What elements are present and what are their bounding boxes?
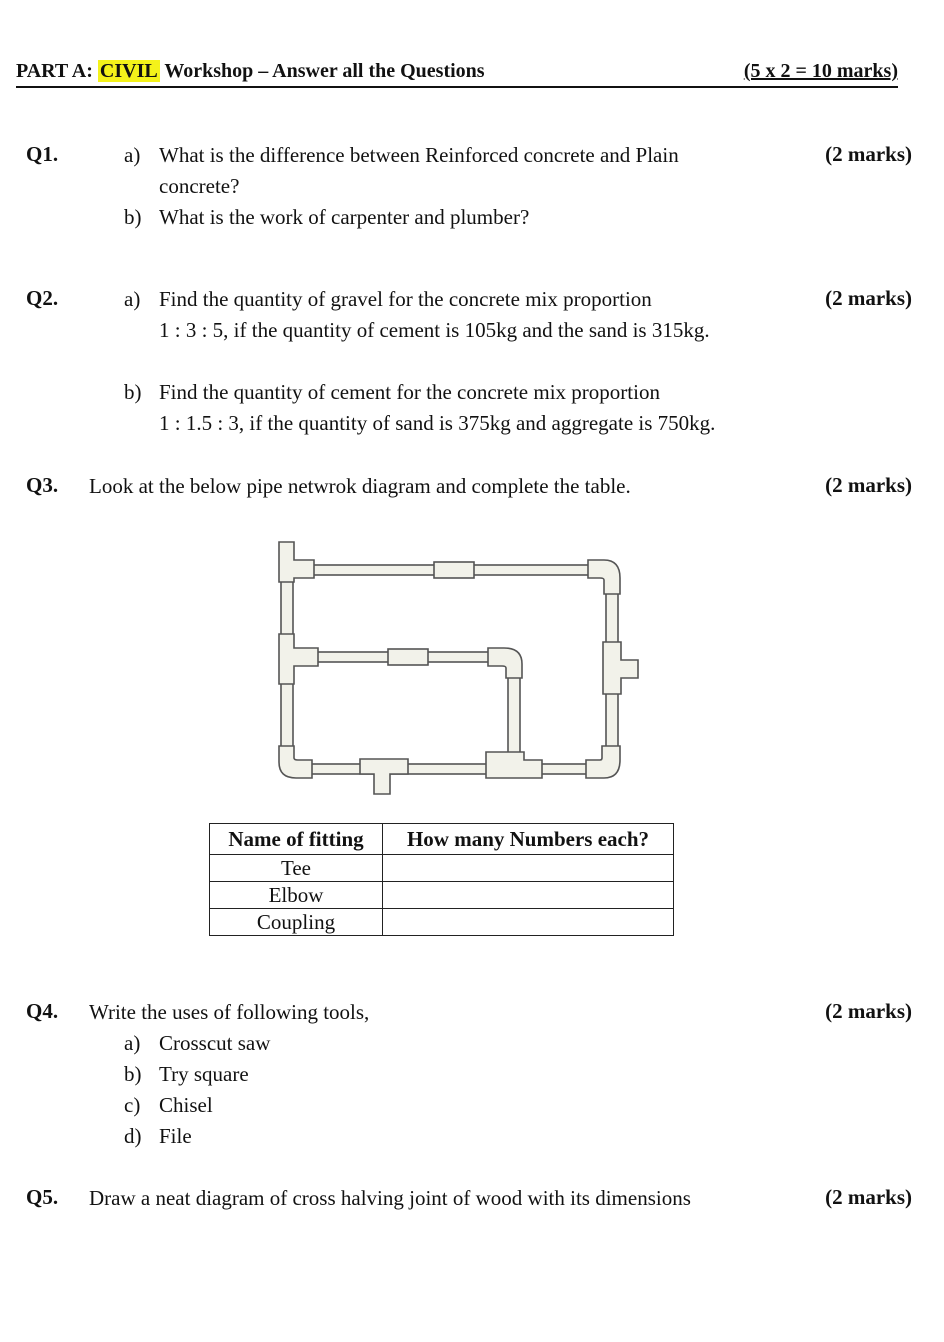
q2-number: Q2. (26, 286, 59, 310)
fitting-table (209, 823, 674, 936)
q2a-text: Find the quantity of gravel for the concrete mix proportion (159, 287, 652, 311)
table-row (210, 882, 674, 909)
part-header (16, 60, 898, 88)
table-header-row (210, 824, 674, 855)
elbow-fitting-bottom-left (279, 746, 312, 778)
q1b-label: b) (124, 205, 142, 229)
q1b-text: What is the work of carpenter and plumber? (159, 205, 530, 229)
pipe-bottom-horizontal (300, 764, 600, 774)
q2b-text-cont: 1 : 1.5 : 3, if the quantity of sand is 375kg and aggregate is 750kg. (159, 411, 716, 435)
elbow-fitting-top-right (588, 560, 620, 594)
q4a-label: a) (124, 1031, 141, 1055)
q3-marks: (2 marks) (825, 473, 912, 497)
tee-fitting-mid-left (279, 634, 318, 684)
q4b-text: Try square (159, 1062, 249, 1086)
table-row (210, 909, 674, 936)
q4d-text: File (159, 1124, 192, 1148)
q4c-text: Chisel (159, 1093, 213, 1117)
q2a-text-cont: 1 : 3 : 5, if the quantity of cement is 105kg and the sand is 315kg. (159, 318, 710, 342)
q4-text: Write the uses of following tools, (89, 1000, 370, 1024)
q3-text: Look at the below pipe netwrok diagram and complete the table. (89, 474, 631, 498)
q4-number: Q4. (26, 999, 59, 1023)
q2-marks: (2 marks) (825, 286, 912, 310)
q2b-text: Find the quantity of cement for the concrete mix proportion (159, 380, 660, 404)
q4a-text: Crosscut saw (159, 1031, 271, 1055)
count-cell-coupling[interactable] (383, 909, 674, 936)
header-name-of-fitting: Name of fitting (210, 824, 383, 855)
tee-fitting-right (603, 642, 638, 694)
q1a-text-cont: concrete? (159, 174, 240, 198)
q2a-label: a) (124, 287, 141, 311)
fitting-name-elbow: Elbow (210, 882, 383, 909)
table-row (210, 855, 674, 882)
coupling-fitting-top (434, 562, 474, 578)
fitting-name-coupling: Coupling (210, 909, 383, 936)
q4c-label: c) (124, 1093, 141, 1117)
q1a-label: a) (124, 143, 141, 167)
tee-fitting-bottom (360, 759, 408, 794)
civil-highlight: CIVIL (99, 60, 158, 82)
q5-marks: (2 marks) (825, 1185, 912, 1209)
elbow-fitting-inner (488, 648, 522, 678)
coupling-fitting-inner (388, 649, 428, 665)
tee-fitting-top-left (279, 542, 314, 582)
header-how-many: How many Numbers each? (383, 824, 674, 855)
q5-number: Q5. (26, 1185, 59, 1209)
q4d-label: d) (124, 1124, 142, 1148)
elbow-fitting-bottom-right (586, 746, 620, 778)
q1-marks: (2 marks) (825, 142, 912, 166)
part-title: PART A: CIVIL Workshop – Answer all the Questions (16, 60, 485, 82)
fitting-name-tee: Tee (210, 855, 383, 882)
pipe-network-diagram (270, 538, 642, 798)
q1-number: Q1. (26, 142, 59, 166)
q4b-label: b) (124, 1062, 142, 1086)
count-cell-tee[interactable] (383, 855, 674, 882)
q3-number: Q3. (26, 473, 59, 497)
q4-marks: (2 marks) (825, 999, 912, 1023)
tee-fitting-bottom-inner (486, 752, 542, 778)
q1a-text: What is the difference between Reinforced concrete and Plain (159, 143, 679, 167)
pipe-inner-vertical (508, 670, 520, 756)
q5-text: Draw a neat diagram of cross halving joint of wood with its dimensions (89, 1186, 691, 1210)
total-marks: (5 x 2 = 10 marks) (743, 60, 898, 82)
q2b-label: b) (124, 380, 142, 404)
count-cell-elbow[interactable] (383, 882, 674, 909)
